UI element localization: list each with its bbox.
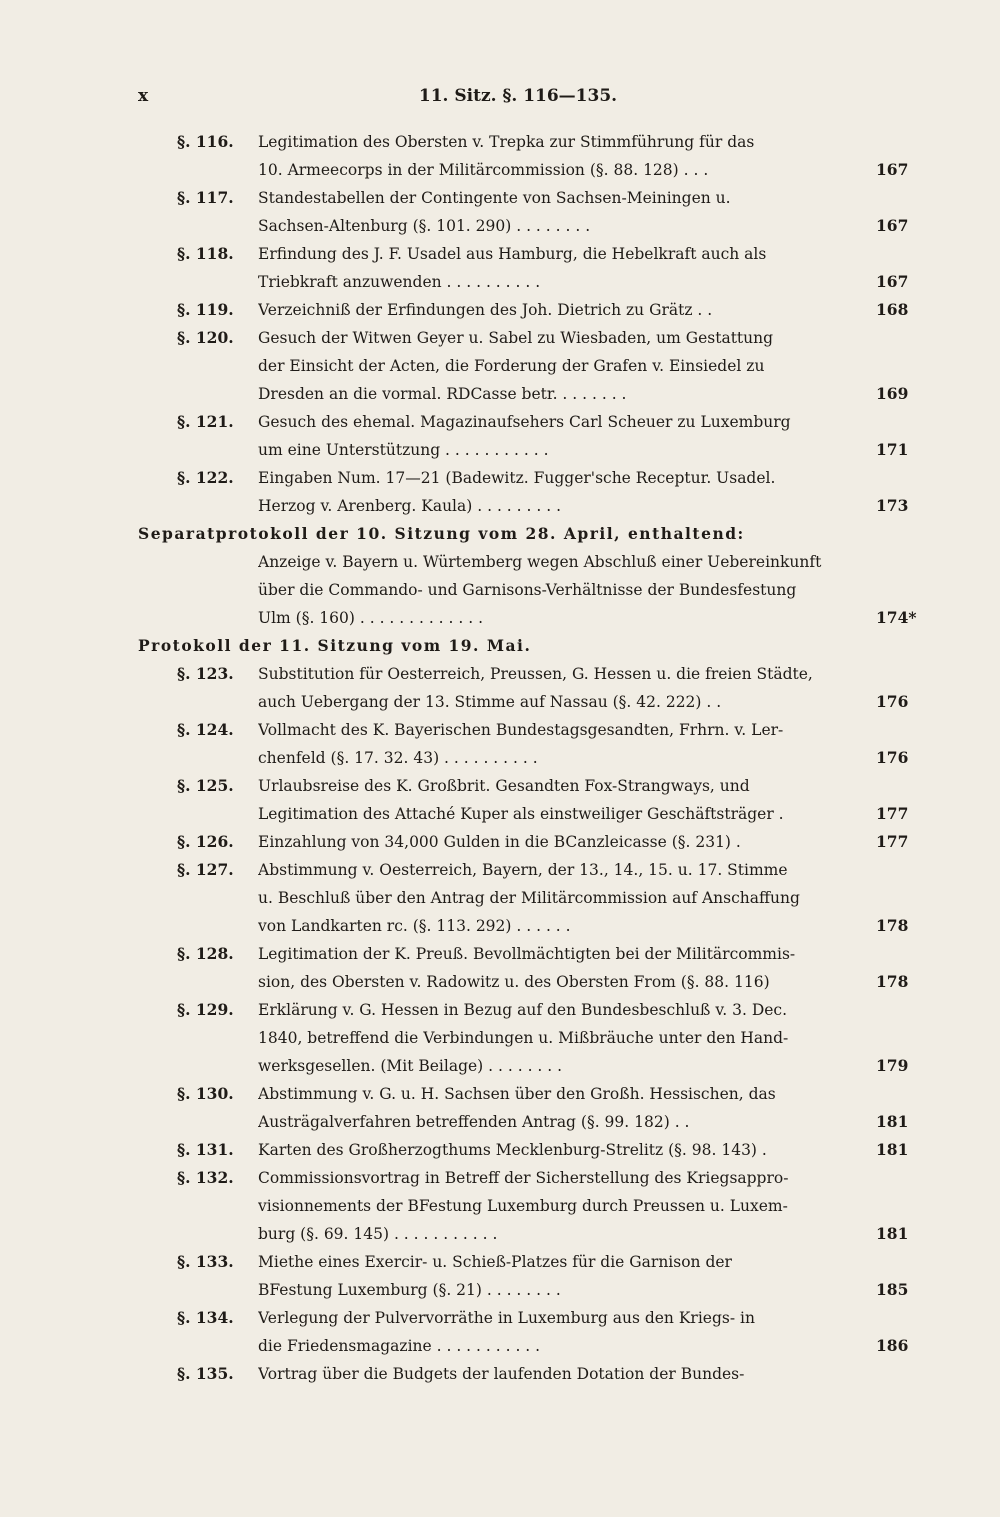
toc-entry-line [0,1192,1000,1220]
section-number: §. 123. [177,664,234,683]
page-number: x [138,86,149,106]
entry-text: Standestabellen der Contingente von Sachsen-Meiningen u. [258,189,731,207]
page-reference: 181 [876,1140,909,1159]
entry-text: Vortrag über die Budgets der laufenden Dotation der Bundes- [258,1365,745,1383]
toc-entry-line [0,352,1000,380]
entry-text: Urlaubsreise des K. Großbrit. Gesandten Fox-Strangways, und [258,777,750,795]
entry-text: Gesuch des ehemal. Magazinaufsehers Carl Scheuer zu Luxemburg [258,413,791,431]
page-reference: 181 [876,1112,909,1131]
entry-text: Legitimation des Attaché Kuper als einstweiliger Geschäftsträger . [258,805,784,823]
section-number: §. 126. [177,832,234,851]
entry-text: Miethe eines Exercir- u. Schieß-Platzes für die Garnison der [258,1253,732,1271]
toc-entry-line [0,548,1000,576]
toc-entry-line [0,604,1000,632]
toc-entry [0,1248,1000,1304]
toc-entry-line [0,940,1000,968]
toc-entry-line [0,408,1000,436]
page-reference: 177 [876,832,909,851]
toc-entry-line [0,1360,1000,1388]
toc-entry [0,1164,1000,1248]
toc-entry [0,1080,1000,1136]
section-number: §. 133. [177,1252,234,1271]
running-title: 11. Sitz. §. 116—135. [418,86,618,106]
toc-entry [0,996,1000,1080]
toc-entry-line [0,380,1000,408]
toc-entry-line [0,1332,1000,1360]
section-heading [0,632,1000,660]
toc-entry-line [0,1248,1000,1276]
entry-text: Verlegung der Pulvervorräthe in Luxemburg aus den Kriegs- in [258,1309,755,1327]
toc-entry-line [0,576,1000,604]
entry-text: 1840, betreffend die Verbindungen u. Mißbräuche unter den Hand- [258,1029,789,1047]
toc-entry-line [0,1304,1000,1332]
page-reference: 173 [876,496,909,515]
toc-entry [0,660,1000,716]
entry-text: Commissionsvortrag in Betreff der Sicherstellung des Kriegsappro- [258,1169,789,1187]
page-reference: 186 [876,1336,909,1355]
section-number: §. 134. [177,1308,234,1327]
toc-entry [0,408,1000,464]
entry-text: Substitution für Oesterreich, Preussen, G. Hessen u. die freien Städte, [258,665,813,683]
toc-entry-line [0,464,1000,492]
entry-text: Verzeichniß der Erfindungen des Joh. Dietrich zu Grätz . . [258,301,713,319]
page-reference: 174* [876,608,917,627]
page-header [138,86,898,110]
toc-entry [0,1136,1000,1164]
toc-entry-line [0,688,1000,716]
toc-entry-line [0,1052,1000,1080]
toc-entry-line [0,1080,1000,1108]
toc-entry-line [0,212,1000,240]
entry-text: Legitimation des Obersten v. Trepka zur Stimmführung für das [258,133,755,151]
entry-text: visionnements der BFestung Luxemburg durch Preussen u. Luxem- [258,1197,788,1215]
section-number: §. 125. [177,776,234,795]
section-number: §. 118. [177,244,234,263]
page-reference: 176 [876,692,909,711]
toc-entry-line [0,800,1000,828]
page-reference: 167 [876,216,909,235]
toc-entry-line [0,856,1000,884]
toc-entry-line [0,1024,1000,1052]
entry-text: Vollmacht des K. Bayerischen Bundestagsgesandten, Frhrn. v. Ler- [258,721,784,739]
entry-text: burg (§. 69. 145) . . . . . . . . . . . [258,1225,498,1243]
entry-text: chenfeld (§. 17. 32. 43) . . . . . . . . . . [258,749,538,767]
toc-entry-line [0,772,1000,800]
section-heading [0,520,1000,548]
section-number: §. 122. [177,468,234,487]
toc-entry [0,772,1000,828]
page-reference: 169 [876,384,909,403]
toc-entry [0,548,1000,632]
entry-text: um eine Unterstützung . . . . . . . . . . . [258,441,549,459]
entry-text: Gesuch der Witwen Geyer u. Sabel zu Wiesbaden, um Gestattung [258,329,774,347]
toc-entry-line [0,968,1000,996]
entry-text: Karten des Großherzogthums Mecklenburg-Strelitz (§. 98. 143) . [258,1141,767,1159]
section-number: §. 130. [177,1084,234,1103]
toc-entry [0,716,1000,772]
section-heading-text: Separatprotokoll der 10. Sitzung vom 28. April, enthaltend: [138,524,745,543]
entry-text: Erklärung v. G. Hessen in Bezug auf den Bundesbeschluß v. 3. Dec. [258,1001,788,1019]
section-number: §. 116. [177,132,234,151]
toc-entry-line [0,1220,1000,1248]
page-reference: 185 [876,1280,909,1299]
toc-entry [0,1360,1000,1388]
toc-entry-line [0,296,1000,324]
page-reference: 167 [876,160,909,179]
entry-text: Legitimation der K. Preuß. Bevollmächtigten bei der Militärcommis- [258,945,796,963]
toc-entry-line [0,436,1000,464]
page-reference: 178 [876,972,909,991]
toc-entry-line [0,184,1000,212]
toc-entry-line [0,716,1000,744]
section-number: §. 132. [177,1168,234,1187]
toc-entry [0,828,1000,856]
toc-entry-line [0,884,1000,912]
entry-text: von Landkarten rc. (§. 113. 292) . . . . . . [258,917,571,935]
entry-text: Einzahlung von 34,000 Gulden in die BCanzleicasse (§. 231) . [258,833,741,851]
toc-entry-line [0,660,1000,688]
toc-entry [0,128,1000,184]
entry-text: Dresden an die vormal. RDCasse betr. . . . . . . . [258,385,627,403]
toc-entry [0,856,1000,940]
toc-entry-line [0,996,1000,1024]
entry-text: werksgesellen. (Mit Beilage) . . . . . . . . [258,1057,563,1075]
page-reference: 179 [876,1056,909,1075]
section-number: §. 124. [177,720,234,739]
page-reference: 167 [876,272,909,291]
section-number: §. 117. [177,188,234,207]
toc-entry [0,184,1000,240]
toc-entry [0,464,1000,520]
toc-entry [0,324,1000,408]
entry-text: die Friedensmagazine . . . . . . . . . . . [258,1337,541,1355]
section-number: §. 129. [177,1000,234,1019]
toc-entry-line [0,240,1000,268]
toc-entry-line [0,128,1000,156]
toc-entry-line [0,912,1000,940]
section-number: §. 119. [177,300,234,319]
entry-text: Austrägalverfahren betreffenden Antrag (§. 99. 182) . . [258,1113,690,1131]
section-number: §. 135. [177,1364,234,1383]
entry-text: Triebkraft anzuwenden . . . . . . . . . . [258,273,541,291]
entry-text: Eingaben Num. 17—21 (Badewitz. Fugger'sche Receptur. Usadel. [258,469,776,487]
section-number: §. 127. [177,860,234,879]
entry-text: der Einsicht der Acten, die Forderung der Grafen v. Einsiedel zu [258,357,765,375]
toc-entry [0,1304,1000,1360]
toc-entry-line [0,744,1000,772]
toc-entry-line [0,828,1000,856]
entry-text: Abstimmung v. Oesterreich, Bayern, der 13., 14., 15. u. 17. Stimme [258,861,788,879]
toc-entry-line [0,1276,1000,1304]
page-reference: 181 [876,1224,909,1243]
toc-entry [0,240,1000,296]
toc-entry [0,940,1000,996]
section-number: §. 128. [177,944,234,963]
entry-text: 10. Armeecorps in der Militärcommission (§. 88. 128) . . . [258,161,709,179]
entry-text: Herzog v. Arenberg. Kaula) . . . . . . . . . [258,497,561,515]
entry-text: u. Beschluß über den Antrag der Militärcommission auf Anschaffung [258,889,800,907]
entry-text: BFestung Luxemburg (§. 21) . . . . . . . . [258,1281,561,1299]
entry-text: sion, des Obersten v. Radowitz u. des Obersten From (§. 88. 116) [258,973,770,991]
section-number: §. 131. [177,1140,234,1159]
toc-entry-line [0,1136,1000,1164]
toc-entry [0,296,1000,324]
toc-entry-line [0,1164,1000,1192]
page-reference: 171 [876,440,909,459]
table-of-contents [0,128,1000,1388]
section-heading-text: Protokoll der 11. Sitzung vom 19. Mai. [138,636,532,655]
entry-text: Ulm (§. 160) . . . . . . . . . . . . . [258,609,484,627]
entry-text: über die Commando- und Garnisons-Verhältnisse der Bundesfestung [258,581,797,599]
entry-text: Erfindung des J. F. Usadel aus Hamburg, die Hebelkraft auch als [258,245,767,263]
toc-entry-line [0,156,1000,184]
entry-text: Anzeige v. Bayern u. Würtemberg wegen Abschluß einer Uebereinkunft [258,553,822,571]
page-reference: 176 [876,748,909,767]
toc-entry-line [0,268,1000,296]
page-reference: 177 [876,804,909,823]
section-number: §. 120. [177,328,234,347]
toc-entry-line [0,1108,1000,1136]
section-number: §. 121. [177,412,234,431]
entry-text: auch Uebergang der 13. Stimme auf Nassau (§. 42. 222) . . [258,693,722,711]
entry-text: Sachsen-Altenburg (§. 101. 290) . . . . . . . . [258,217,591,235]
page-reference: 178 [876,916,909,935]
toc-entry-line [0,492,1000,520]
page-reference: 168 [876,300,909,319]
entry-text: Abstimmung v. G. u. H. Sachsen über den Großh. Hessischen, das [258,1085,776,1103]
toc-entry-line [0,324,1000,352]
